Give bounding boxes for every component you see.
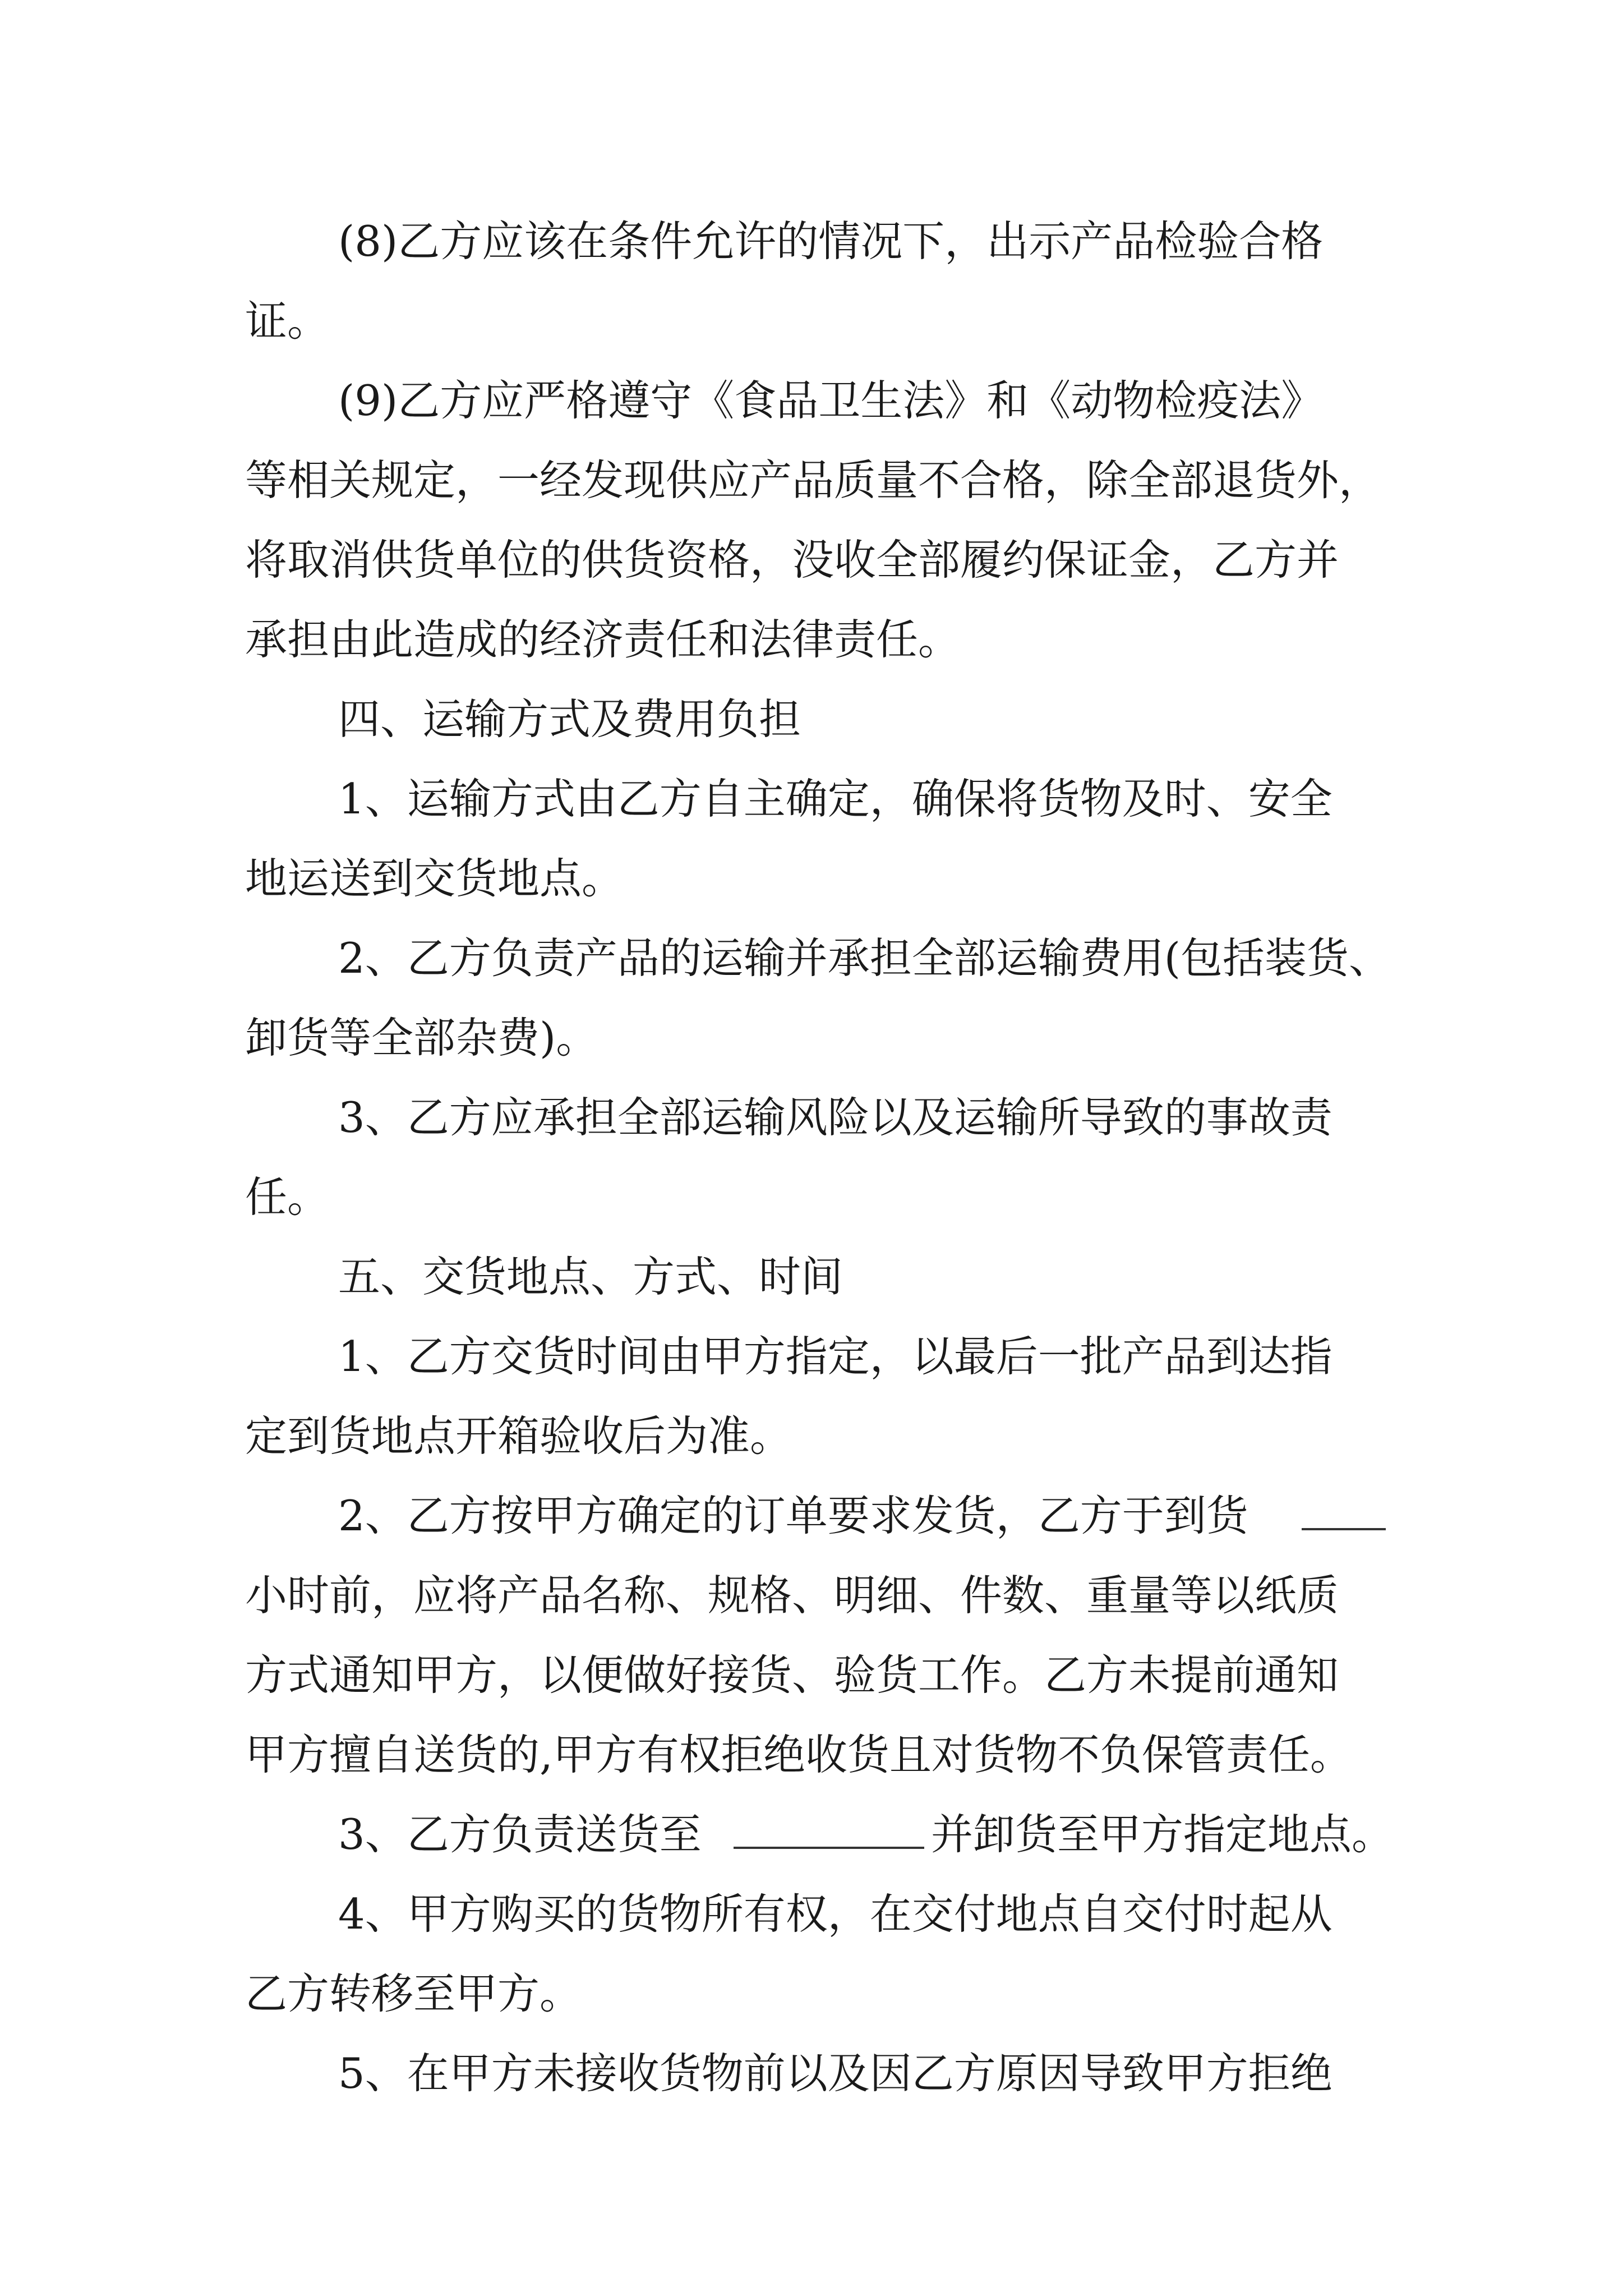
clause-3-9-line-3 — [0, 521, 1623, 599]
text-run: (9)乙方应严格遵守《食品卫生法》和《动物检疫法》 — [338, 376, 1324, 425]
clause-5-4-line-2 — [0, 1954, 1623, 2033]
clause-5-5-line-1 — [0, 2034, 1623, 2113]
clause-5-2-line-3 — [0, 1636, 1623, 1714]
text-run: 乙方转移至甲方。 — [245, 1969, 582, 2018]
clause-4-1-line-1 — [0, 760, 1623, 838]
clause-3-8-line-1 — [0, 202, 1623, 280]
clause-3-9-line-4 — [0, 600, 1623, 679]
text-run: 4、甲方购买的货物所有权，在交付地点自交付时起从 — [338, 1889, 1332, 1939]
clause-5-2-line-4 — [0, 1715, 1623, 1794]
text-run: (8)乙方应该在条件允许的情况下，出示产品检验合格 — [338, 217, 1324, 266]
text-run: 承担由此造成的经济责任和法律责任。 — [245, 615, 961, 664]
text-run: 任。 — [245, 1172, 330, 1222]
text-run: 5、在甲方未接收货物前以及因乙方原因导致甲方拒绝 — [338, 2049, 1332, 2098]
fill-in-blank-location — [734, 1809, 924, 1849]
text-run: 五、交货地点、方式、时间 — [338, 1252, 843, 1301]
text-run: 1、乙方交货时间由甲方指定，以最后一批产品到达指 — [338, 1332, 1332, 1381]
clause-5-2-line-1 — [0, 1476, 1623, 1555]
clause-3-8-line-2 — [0, 282, 1623, 360]
clause-3-9-line-1 — [0, 361, 1623, 440]
text-run: 定到货地点开箱验收后为准。 — [245, 1411, 792, 1461]
text-run: 小时前，应将产品名称、规格、明细、件数、重量等以纸质 — [245, 1571, 1339, 1620]
clause-5-4-line-1 — [0, 1875, 1623, 1953]
text-run: 证。 — [245, 296, 330, 346]
text-run: 将取消供货单位的供货资格，没收全部履约保证金，乙方并 — [245, 535, 1339, 585]
clause-4-2-line-2 — [0, 999, 1623, 1077]
text-run: 2、乙方负责产品的运输并承担全部运输费用(包括装货、 — [338, 933, 1391, 983]
clause-5-1-line-1 — [0, 1317, 1623, 1396]
fill-in-blank-hours — [1302, 1490, 1386, 1530]
section-5-heading — [0, 1237, 1623, 1316]
text-run: 并卸货至甲方指定地点。 — [931, 1810, 1394, 1859]
clause-4-3-line-2 — [0, 1158, 1623, 1236]
text-run: 等相关规定，一经发现供应产品质量不合格，除全部退货外， — [245, 455, 1381, 505]
section-4-heading — [0, 680, 1623, 758]
clause-5-3-line-1 — [0, 1795, 1623, 1874]
text-run: 卸货等全部杂费)。 — [245, 1013, 598, 1062]
text-run: 1、运输方式由乙方自主确定，确保将货物及时、安全 — [338, 774, 1332, 823]
clause-4-1-line-2 — [0, 839, 1623, 918]
text-run: 地运送到交货地点。 — [245, 854, 624, 903]
text-run: 方式通知甲方，以便做好接货、验货工作。乙方未提前通知 — [245, 1650, 1339, 1700]
clause-3-9-line-2 — [0, 441, 1623, 519]
text-run: 四、运输方式及费用负担 — [338, 694, 801, 744]
text-run: 3、乙方应承担全部运输风险以及运输所导致的事故责 — [338, 1093, 1332, 1142]
clause-5-2-line-2 — [0, 1556, 1623, 1635]
text-run: 2、乙方按甲方确定的订单要求发货，乙方于到货 — [338, 1491, 1248, 1540]
clause-5-1-line-2 — [0, 1397, 1623, 1475]
text-run: 甲方擅自送货的,甲方有权拒绝收货且对货物不负保管责任。 — [245, 1730, 1352, 1779]
clause-4-3-line-1 — [0, 1078, 1623, 1157]
text-run: 3、乙方负责送货至 — [338, 1810, 702, 1859]
clause-4-2-line-1 — [0, 919, 1623, 997]
